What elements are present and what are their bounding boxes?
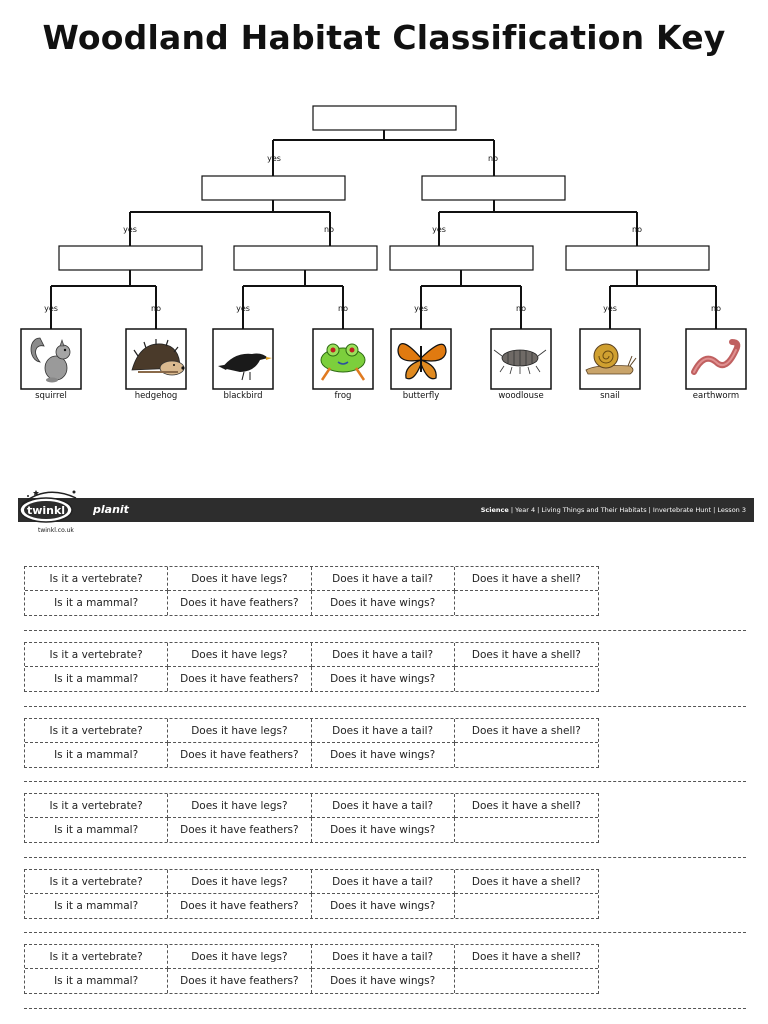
question-card: Is it a vertebrate? (25, 794, 168, 818)
question-card: Does it have legs? (168, 719, 311, 743)
question-card: Is it a mammal? (25, 667, 168, 691)
question-card: Does it have a shell? (455, 945, 598, 969)
branch-yes-3b: yes (236, 304, 250, 313)
question-card: Does it have a shell? (455, 719, 598, 743)
cut-line (24, 781, 746, 782)
animal-label-woodlouse: woodlouse (498, 391, 544, 401)
question-card: Does it have a tail? (312, 870, 455, 894)
question-card-set (24, 642, 599, 692)
question-box-level3-4 (566, 246, 709, 270)
cut-line (24, 630, 746, 631)
question-card: Does it have a tail? (312, 643, 455, 667)
question-card: Does it have wings? (312, 743, 455, 767)
question-card (455, 969, 598, 993)
branch-no-3a: no (151, 304, 161, 313)
question-card (455, 591, 598, 615)
page-title: Woodland Habitat Classification Key (42, 18, 726, 57)
question-card-set (24, 944, 599, 994)
question-card: Does it have a tail? (312, 945, 455, 969)
question-card: Does it have a shell? (455, 567, 598, 591)
question-card (455, 743, 598, 767)
question-card-set (24, 566, 599, 616)
question-card: Does it have legs? (168, 794, 311, 818)
animal-label-squirrel: squirrel (35, 391, 67, 401)
question-card-set (24, 793, 599, 843)
question-box-level1 (313, 106, 456, 130)
cut-line (24, 706, 746, 707)
question-card: Does it have a tail? (312, 567, 455, 591)
question-box-level3-1 (59, 246, 202, 270)
question-card: Is it a vertebrate? (25, 945, 168, 969)
question-card: Does it have feathers? (168, 743, 311, 767)
branch-yes-1: yes (267, 154, 281, 163)
branch-yes-3d: yes (603, 304, 617, 313)
question-card: Does it have feathers? (168, 894, 311, 918)
question-card: Is it a mammal? (25, 591, 168, 615)
question-card: Does it have wings? (312, 591, 455, 615)
branch-no-2b: no (632, 225, 642, 234)
question-card: Is it a vertebrate? (25, 719, 168, 743)
branch-no-1: no (488, 154, 498, 163)
twinkl-url: twinkl.co.uk (38, 527, 74, 534)
branch-yes-2a: yes (123, 225, 137, 234)
question-box-level3-2 (234, 246, 377, 270)
animal-label-blackbird: blackbird (223, 391, 263, 401)
question-card-set (24, 869, 599, 919)
question-card (455, 894, 598, 918)
animal-label-frog: frog (334, 391, 352, 401)
animal-label-hedgehog: hedgehog (134, 391, 178, 401)
question-card: Does it have wings? (312, 894, 455, 918)
question-card: Does it have wings? (312, 818, 455, 842)
animal-label-snail: snail (600, 391, 620, 401)
question-box-level2-left (202, 176, 345, 200)
cut-line (24, 932, 746, 933)
question-card: Is it a mammal? (25, 969, 168, 993)
planit-label: planit (93, 503, 129, 516)
question-card: Is it a mammal? (25, 894, 168, 918)
question-box-level3-3 (390, 246, 533, 270)
question-card: Does it have a tail? (312, 794, 455, 818)
question-card: Does it have feathers? (168, 591, 311, 615)
question-card: Does it have wings? (312, 667, 455, 691)
animal-label-butterfly: butterfly (402, 391, 440, 401)
breadcrumb (481, 506, 746, 514)
branch-yes-3c: yes (414, 304, 428, 313)
question-box-level2-right (422, 176, 565, 200)
question-card: Does it have feathers? (168, 667, 311, 691)
question-card: Does it have legs? (168, 870, 311, 894)
question-card (455, 818, 598, 842)
branch-no-3d: no (711, 304, 721, 313)
question-card: Is it a vertebrate? (25, 643, 168, 667)
branch-no-3c: no (516, 304, 526, 313)
branch-yes-3a: yes (44, 304, 58, 313)
question-card: Does it have a shell? (455, 794, 598, 818)
breadcrumb-text: | Year 4 | Living Things and Their Habitats | Invertebrate Hunt | Lesson 3 (510, 506, 746, 514)
question-card: Does it have legs? (168, 567, 311, 591)
question-card: Does it have a tail? (312, 719, 455, 743)
branch-yes-2b: yes (432, 225, 446, 234)
question-card: Is it a vertebrate? (25, 567, 168, 591)
cut-line (24, 1008, 746, 1009)
question-card: Is it a vertebrate? (25, 870, 168, 894)
twinkl-logo-text: twinkl (26, 504, 66, 517)
question-card: Does it have feathers? (168, 969, 311, 993)
branch-no-2a: no (324, 225, 334, 234)
question-card: Does it have feathers? (168, 818, 311, 842)
animal-label-earthworm: earthworm (692, 391, 740, 401)
question-card-set (24, 718, 599, 768)
subject-label: Science (480, 506, 509, 514)
question-card: Does it have legs? (168, 643, 311, 667)
question-card (455, 667, 598, 691)
question-card: Does it have a shell? (455, 643, 598, 667)
question-card: Does it have legs? (168, 945, 311, 969)
cut-line (24, 857, 746, 858)
branch-no-3b: no (338, 304, 348, 313)
question-card: Is it a mammal? (25, 743, 168, 767)
question-card: Does it have a shell? (455, 870, 598, 894)
question-card: Is it a mammal? (25, 818, 168, 842)
question-card: Does it have wings? (312, 969, 455, 993)
